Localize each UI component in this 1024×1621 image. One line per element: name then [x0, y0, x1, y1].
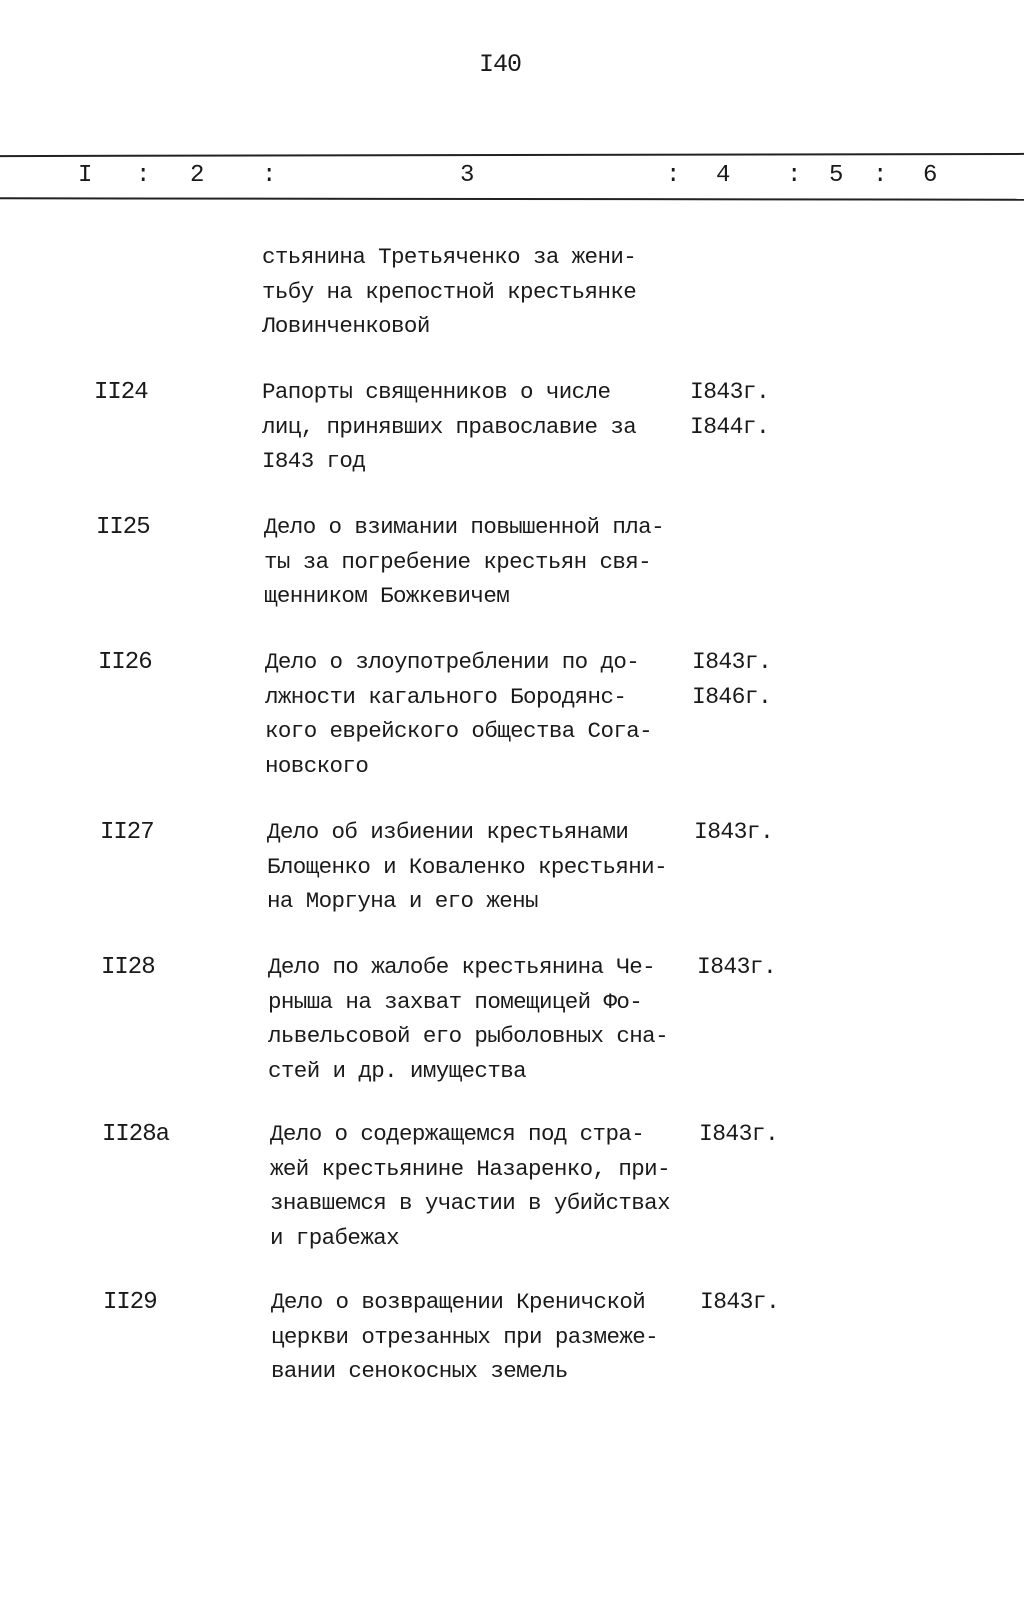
entry-title-line: новского: [265, 752, 369, 779]
entry-date: I843г.: [690, 379, 770, 405]
header-bottom-rule: [0, 197, 1024, 200]
entry-dates: [697, 950, 776, 985]
entry-date: I843г.: [694, 819, 774, 845]
entry-title-line: Ловинченковой: [262, 313, 430, 339]
entry-dates: [694, 815, 773, 850]
entry-dates: [699, 1117, 778, 1152]
entry-number: II28: [101, 954, 155, 981]
entry-number: II27: [100, 819, 154, 846]
entry-title-line: жей крестьянине Назаренко, при-: [270, 1155, 670, 1182]
entry-dates: [690, 375, 769, 444]
page-number: I40: [478, 50, 521, 79]
entry-title-line: Рапорты священников о числе: [262, 379, 611, 405]
column-header-3: 3: [460, 162, 475, 189]
entry-date: I844г.: [690, 413, 770, 440]
entry-title: [262, 375, 636, 479]
column-header-6: 6: [923, 162, 938, 189]
entry-date: I843г.: [692, 649, 772, 675]
column-header-2: 2: [190, 162, 205, 189]
entry-title: [268, 950, 668, 1088]
entry-number: II25: [96, 514, 150, 541]
entry-title-line: рныша на захват помещицей Фо-: [268, 988, 643, 1015]
column-header-5: 5: [829, 162, 844, 189]
entry-title: [270, 1117, 670, 1255]
column-separator: :: [873, 162, 888, 189]
entry-date: I843г.: [697, 954, 777, 980]
entry-title-line: Дело о злоупотреблении по до-: [265, 649, 640, 675]
entry-title-line: знавшемся в участии в убийствах: [270, 1190, 670, 1216]
entry-title-line: Блощенко и Коваленко крестьяни-: [267, 853, 667, 880]
entry-title: [262, 240, 636, 344]
entry-title-line: лиц, принявших православие за: [262, 413, 637, 440]
entry-title: [271, 1285, 658, 1389]
entry-title-line: стей и др. имущества: [268, 1057, 527, 1084]
entry-date: I843г.: [700, 1289, 780, 1315]
entry-title-line: Дело о взимании повышенной пла-: [264, 514, 664, 540]
entry-title-line: кого еврейского общества Сога-: [265, 718, 653, 744]
entry-title-line: I843 год: [262, 448, 366, 474]
entry-title-line: ты за погребение крестьян свя-: [264, 548, 652, 575]
entry-number: II28а: [102, 1121, 170, 1148]
column-separator: :: [666, 162, 681, 189]
entry-title-line: на Моргуна и его жены: [267, 888, 538, 914]
entry-title-line: церкви отрезанных при размеже-: [271, 1323, 659, 1350]
entry-title-line: львельсовой его рыболовных сна-: [268, 1023, 668, 1049]
entry-title-line: Дело о возвращении Креничской: [271, 1289, 646, 1315]
entry-number: II26: [98, 649, 152, 676]
column-header-I: I: [78, 162, 93, 189]
column-separator: :: [136, 162, 151, 189]
entry-title: [265, 645, 652, 783]
entry-title-line: и грабежах: [270, 1224, 400, 1251]
entry-dates: [700, 1285, 779, 1320]
entry-date: I843г.: [699, 1121, 779, 1147]
entry-title-line: лжности кагального Бородянс-: [265, 683, 627, 710]
entry-title: [264, 510, 664, 614]
entry-number: II24: [94, 379, 148, 406]
entry-dates: [692, 645, 771, 714]
entry-title: [267, 815, 667, 919]
entry-title-line: Дело по жалобе крестьянина Че-: [268, 954, 656, 980]
column-separator: :: [787, 162, 802, 189]
column-separator: :: [262, 162, 277, 189]
entry-title-line: вании сенокосных земель: [271, 1358, 568, 1384]
header-top-rule: [0, 153, 1024, 157]
entry-title-line: щенником Божкевичем: [264, 583, 510, 609]
entry-title-line: стьянина Третьяченко за жени-: [262, 244, 637, 270]
entry-title-line: тьбу на крепостной крестьянке: [262, 278, 637, 305]
entry-number: II29: [103, 1289, 157, 1316]
column-header-4: 4: [716, 162, 731, 189]
entry-title-line: Дело об избиении крестьянами: [267, 819, 629, 845]
entry-date: I846г.: [692, 683, 772, 710]
entry-title-line: Дело о содержащемся под стра-: [270, 1121, 645, 1147]
